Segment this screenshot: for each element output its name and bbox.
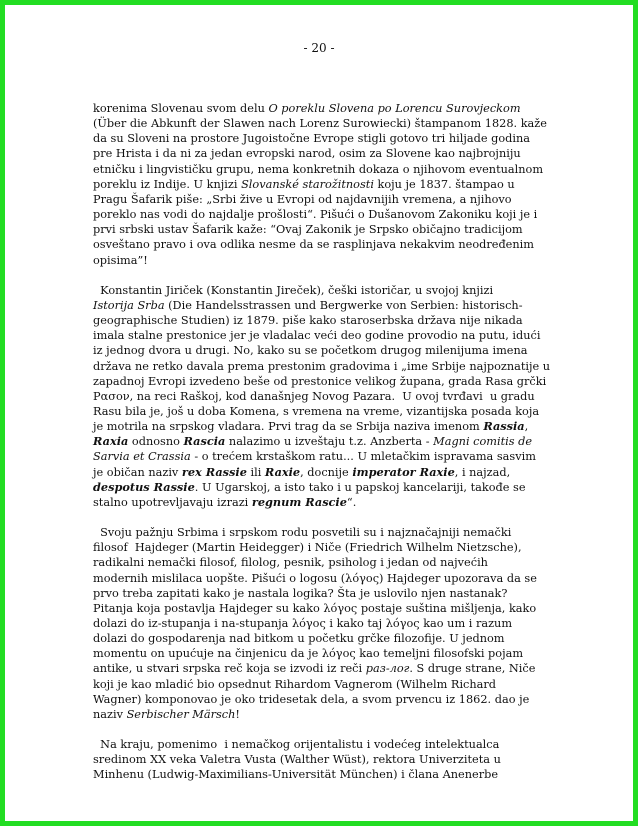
text-run: Na kraju, pomenimo i nemačkog orijentalistu i vodećeg intelektualca [93, 738, 500, 752]
emphasis-text: Serbischer Märsch [126, 707, 236, 721]
text-run: je motrila na srpskog vladara. Prvi trag da se Srbija naziva imenom [93, 420, 484, 434]
text-run: poreklu iz Indije. U knjizi [93, 177, 242, 191]
text-run: koju je 1837. štampao u [373, 177, 515, 191]
text-run: je običan naziv [93, 465, 182, 479]
text-run: Pitanja koja postavlja Hajdeger su kako λόγος postaje suština mišljenja, kako [93, 601, 537, 615]
text-run: koji je kao mladić bio opsednut Rihardom Vagnerom (Wilhelm Richard [93, 677, 497, 691]
text-line [93, 586, 563, 601]
text-line [93, 313, 563, 328]
text-run: korenima Slovenau svom delu [93, 102, 269, 115]
text-run: pre Hrista i da ni za jedan evropski narod, osim za Slovene kao najbrojniju [93, 147, 521, 161]
text-line [93, 283, 563, 298]
text-run: Rasu bila je, još u doba Komena, s vremena na vreme, vizantijska posada koja [93, 404, 540, 418]
text-run: ili [246, 465, 265, 479]
text-run: da su Sloveni na prostore Jugoistočne Evrope stigli gotovo tri hiljade godina [93, 132, 531, 146]
text-run: opisima”! [93, 253, 148, 267]
text-line [93, 177, 563, 192]
text-line [93, 449, 563, 464]
text-line [93, 465, 563, 480]
text-run: prvo treba zapitati kako je nastala logika? Šta je uslovilo njen nastanak? [93, 586, 508, 600]
text-run: ! [235, 707, 240, 721]
emphasis-text: Rassia [483, 419, 525, 434]
text-run: odnosno [128, 435, 184, 449]
text-run: filosof Hajdeger (Martin Heidegger) i Niče (Friedrich Wilhelm Nietzsche), [93, 541, 522, 555]
emphasis-text: Raxie [264, 464, 301, 479]
text-line [93, 162, 563, 177]
text-line [93, 707, 563, 722]
text-run: poreklo nas vodi do najdalje prošlosti“. Pišući o Dušanovom Zakoniku koji je i [93, 208, 538, 222]
text-line [93, 146, 563, 161]
text-line [93, 737, 563, 752]
page-number: - 20 - [303, 41, 335, 55]
text-run: momentu on upućuje na činjenicu da je λόγος kao temeljni filosofski pojam [93, 647, 524, 661]
text-line [93, 540, 563, 555]
text-line [93, 389, 563, 404]
paragraph [93, 737, 563, 782]
text-line [93, 646, 563, 661]
text-line [93, 631, 563, 646]
text-line [93, 192, 563, 207]
emphasis-text: O poreklu Slovena po Lorencu Surovjeckom [268, 102, 521, 115]
text-run: . S druge strane, Niče [409, 662, 536, 676]
text-line [93, 253, 563, 268]
body-text [93, 101, 563, 798]
text-run: antike, u stvari srpska reč koja se izvodi iz reči [93, 662, 366, 676]
emphasis-text: Sarvia et Crassia [93, 450, 191, 464]
text-run: Pragu Šafarik piše: „Srbi žive u Evropi od najdavnijih vremena, a njihovo [93, 192, 512, 206]
text-line [93, 692, 563, 707]
text-run: zapadnoj Evropi izvedeno beše od prestonice velikog župana, grada Rasa grčki [93, 374, 547, 388]
text-line [93, 101, 563, 116]
text-line [93, 616, 563, 631]
paragraph [93, 283, 563, 510]
text-line [93, 677, 563, 692]
emphasis-text: раз-лог [365, 662, 410, 676]
text-line [93, 767, 563, 782]
text-line [93, 495, 563, 510]
text-run: “. [346, 495, 357, 509]
text-run: modernih mislilaca uopšte. Pišući o logosu (λόγος) Hajdeger upozorava da se [93, 571, 537, 585]
text-run: - o trećem krstaškom ratu... U mletačkim ispravama sasvim [190, 450, 536, 464]
text-line [93, 237, 563, 252]
text-run: prvi srbski ustav Šafarik kaže: “Ovaj Zakonik je Srpsko običajno tradicijom [93, 223, 523, 237]
text-line [93, 434, 563, 449]
text-run: imala stalne prestonice jer je vladalac veći deo godine provodio na putu, idući [93, 329, 541, 343]
emphasis-text: rex Rassie [181, 464, 247, 479]
text-run: . U Ugarskoj, a isto tako i u papskoj kancelariji, takođe se [194, 480, 526, 494]
text-run: (Über die Abkunft der Slawen nach Lorenz Surowiecki) štampanom 1828. kaže [93, 117, 547, 131]
text-line [93, 525, 563, 540]
text-run: država ne retko davala prema prestonim gradovima i „ime Srbije najpoznatije u [93, 359, 551, 373]
text-line [93, 359, 563, 374]
text-run: Konstantin Jiriček (Konstantin Jireček), češki istoričar, u svojoj knjizi [93, 283, 494, 297]
text-line [93, 661, 563, 676]
emphasis-text: regnum Rascie [251, 494, 347, 509]
text-line [93, 419, 563, 434]
text-line [93, 343, 563, 358]
text-run: radikalni nemački filosof, filolog, pesnik, psiholog i jedan od najvećih [93, 556, 488, 570]
text-run: dolazi do iz-stupanja i na-stupanja λόγος i kako taj λόγος kao um i razum [93, 617, 513, 630]
text-line [93, 752, 563, 767]
emphasis-text: despotus Rassie [93, 479, 195, 494]
text-line [93, 131, 563, 146]
text-run: Ρασον, na reci Raškoj, kod današnjeg Novog Pazara. U ovoj tvrđavi u gradu [93, 389, 535, 403]
text-run: , i najzad, [454, 465, 511, 479]
emphasis-text: Istorija Srba [93, 298, 165, 312]
emphasis-text: Raxia [93, 434, 129, 449]
emphasis-text: Slovanské starožitnosti [241, 177, 374, 191]
text-run: sredinom XX veka Valetra Vusta (Walther Wüst), rektora Univerziteta u [93, 753, 501, 767]
text-line [93, 404, 563, 419]
text-line [93, 480, 563, 495]
text-run: (Die Handelsstrassen und Bergwerke von Serbien: historisch- [164, 298, 523, 312]
text-line [93, 207, 563, 222]
text-line [93, 222, 563, 237]
text-run: iz jednog dvora u drugi. No, kako su se početkom drugog milenijuma imena [93, 344, 528, 358]
text-run: osveštano pravo i ova odlika nesme da se rasplinjava nekakvim neodređenim [93, 238, 534, 252]
text-run: , docnije [300, 465, 353, 479]
text-run: Minhenu (Ludwig-Maximilians-Universität München) i člana Anenerbe [93, 768, 499, 782]
paragraph [93, 525, 563, 722]
text-run: , [524, 420, 529, 434]
text-run: Svoju pažnju Srbima i srpskom rodu posvetili su i najznačajniji nemački [93, 526, 512, 540]
text-run: geographische Studien) iz 1879. piše kako staroserbska država nije nikada [93, 314, 523, 328]
paragraph [93, 101, 563, 268]
text-line [93, 601, 563, 616]
text-line [93, 571, 563, 586]
text-run: dolazi do gospodarenja nad bitkom u početku grčke filozofije. U jednom [93, 632, 505, 646]
text-line [93, 116, 563, 131]
emphasis-text: Rascia [183, 434, 226, 449]
text-run: etničku i lingvističku grupu, nema konkretnih dokaza o njihovom eventualnom [93, 162, 544, 176]
emphasis-text: imperator Raxie [352, 464, 455, 479]
emphasis-text: Magni comitis de [433, 435, 533, 449]
text-line [93, 298, 563, 313]
text-line [93, 555, 563, 570]
text-line [93, 328, 563, 343]
text-line [93, 374, 563, 389]
text-run: Wagner) komponovao je oko tridesetak dela, a svom prvencu iz 1862. dao je [93, 692, 530, 706]
text-run: naziv [93, 707, 127, 721]
text-run: nalazimo u izveštaju t.z. Anzberta - [225, 435, 434, 449]
text-run: stalno upotrevljavaju izrazi [93, 495, 252, 509]
